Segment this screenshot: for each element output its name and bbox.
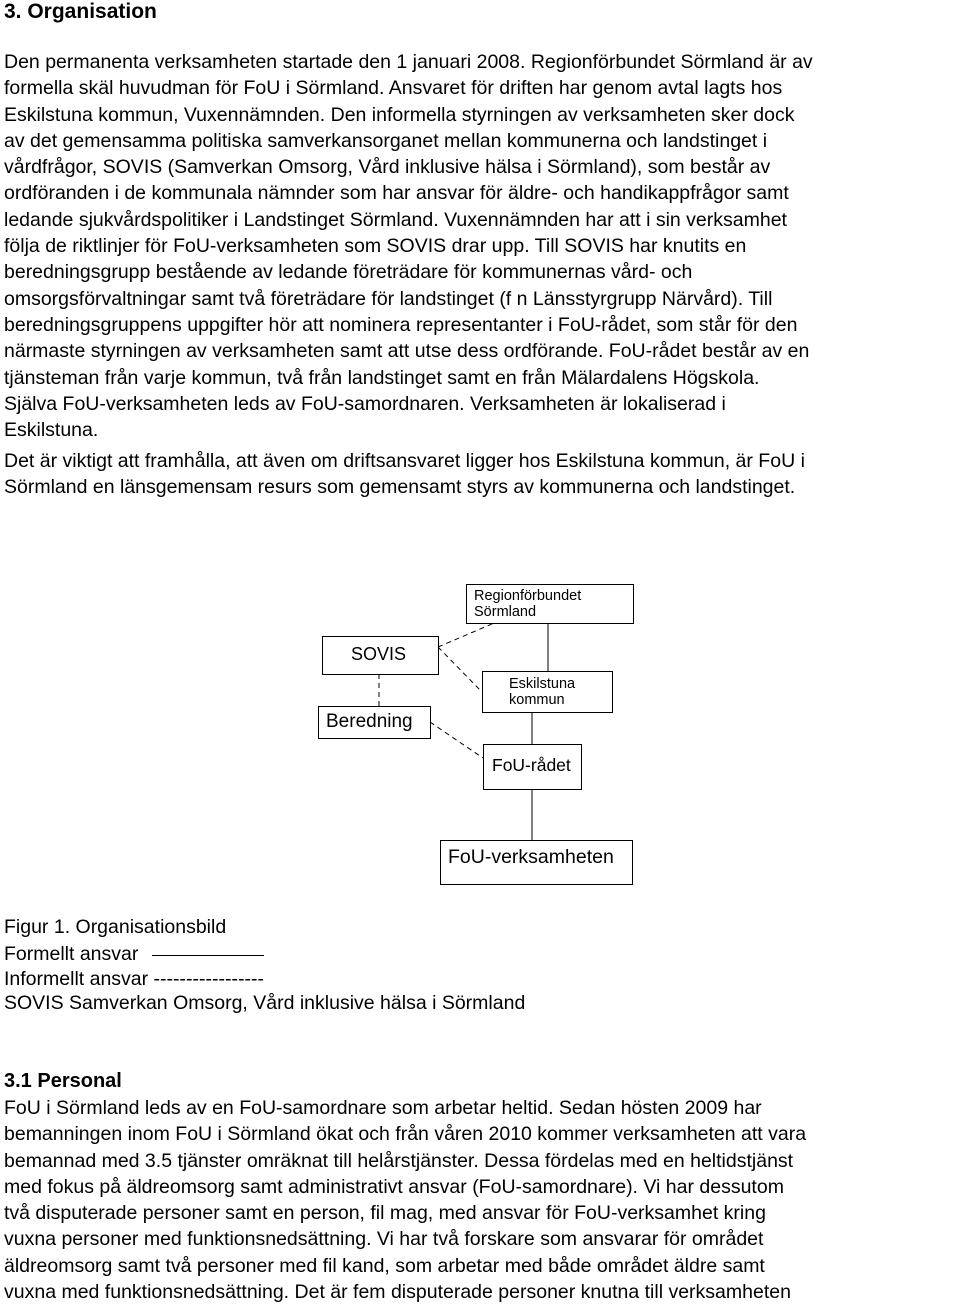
text-line: vuxna med funktionsnedsättning. Det är fem disputerade personer knutna till verksamheten [4, 1281, 791, 1304]
box-label: Sörmland [474, 604, 537, 620]
connector-beredning-foradet [430, 722, 483, 758]
text-line: beredningsgrupp bestående av ledande företrädare för kommunernas vård- och [4, 261, 693, 284]
fou-radet-box [483, 744, 582, 790]
text-line: FoU i Sörmland leds av en FoU-samordnare som arbetar heltid. Sedan hösten 2009 har [4, 1097, 762, 1119]
box-label: Regionförbundet [474, 588, 582, 604]
text-line: Själva FoU-verksamheten leds av FoU-samordnaren. Verksamheten är lokaliserad i [4, 392, 726, 415]
text-line: Eskilstuna. [4, 419, 99, 442]
box-label: Eskilstuna [509, 676, 576, 692]
text-line: omsorgsförvaltningar samt två företrädare för landstinget (f n Länsstyrgrupp Närvård). Till [4, 287, 773, 310]
text-line: äldreomsorg samt två personer med fil kand, som arbetar med både området äldre samt [4, 1254, 765, 1277]
text-line: följa de riktlinjer för FoU-verksamheten som SOVIS drar upp. Till SOVIS har knutits en [4, 235, 747, 258]
text-line: bemanningen inom FoU i Sörmland ökat och från våren 2010 kommer verksamheten att vara [4, 1123, 807, 1146]
text-line: Det är viktigt att framhålla, att även om driftsansvaret ligger hos Eskilstuna kommun, är FoU i [4, 450, 805, 472]
section-heading: 3. Organisation [4, 0, 157, 23]
text-line: Sörmland en länsgemensam resurs som gemensamt styrs av kommunerna och landstinget. [4, 476, 796, 499]
formal-line-sample [152, 955, 264, 956]
box-label: FoU-verksamheten [448, 846, 614, 868]
personal-paragraph [4, 1095, 954, 1305]
connector-sovis-eskilstuna [438, 647, 482, 692]
box-label: Beredning [326, 711, 413, 732]
regionforbundet-box [466, 584, 634, 624]
text-line: Eskilstuna kommun, Vuxennämnden. Den informella styrningen av verksamheten sker dock [4, 103, 795, 126]
organisation-paragraph [4, 49, 954, 443]
figure-caption: Figur 1. Organisationsbild [4, 916, 227, 938]
text-line: med fokus på äldreomsorg samt administrativt ansvar (FoU-samordnare). Vi har dessutom [4, 1175, 784, 1198]
text-line: Den permanenta verksamheten startade den 1 januari 2008. Regionförbundet Sörmland är av [4, 51, 813, 73]
organisation-diagram [0, 560, 960, 900]
text-line: tjänsteman från varje kommun, två från landstinget samt en från Mälardalens Högskola. [4, 366, 760, 389]
text-line: ordföranden i de kommunala nämnder som har ansvar för äldre- och handikappfrågor samt [4, 182, 789, 205]
legend-formal-label: Formellt ansvar [4, 943, 139, 965]
fou-verksamheten-box [440, 840, 633, 885]
box-label: SOVIS [351, 644, 407, 664]
text-line: två disputerade personer samt en person, fil mag, med ansvar för FoU-verksamhet kring [4, 1202, 766, 1225]
legend-sovis: SOVIS Samverkan Omsorg, Vård inklusive hälsa i Sörmland [4, 992, 526, 1014]
text-line: av det gemensamma politiska samverkansorganet mellan kommunerna och landstinget i [4, 129, 768, 152]
responsibility-paragraph [4, 448, 954, 501]
subsection-heading: 3.1 Personal [4, 1070, 122, 1092]
legend-informal: Informellt ansvar ----------------- [4, 968, 264, 990]
eskilstuna-box [482, 671, 613, 713]
text-line: ledande sjukvårdspolitiker i Landstinget Sörmland. Vuxennämnden har att i sin verksamhet [4, 208, 787, 231]
legend-formal [4, 942, 264, 966]
text-line: formella skäl huvudman för FoU i Sörmland. Ansvaret för driften har genom avtal lagts hos [4, 77, 783, 100]
text-line: bemannad med 3.5 tjänster omräknat till helårstjänster. Dessa fördelas med en heltidstjänst [4, 1149, 794, 1172]
text-line: vuxna personer med funktionsnedsättning. Vi har två forskare som ansvarar för området [4, 1228, 764, 1251]
box-label: kommun [509, 692, 565, 708]
text-line: vårdfrågor, SOVIS (Samverkan Omsorg, Vård inklusive hälsa i Sörmland), som består av [4, 156, 771, 179]
text-line: närmaste styrningen av verksamheten samt att utse dess ordförande. FoU-rådet består av en [4, 340, 810, 363]
sovis-box [322, 636, 439, 675]
box-label: FoU-rådet [492, 755, 571, 775]
beredning-box [318, 706, 431, 739]
text-line: beredningsgruppens uppgifter hör att nominera representanter i FoU-rådet, som står för den [4, 313, 798, 336]
